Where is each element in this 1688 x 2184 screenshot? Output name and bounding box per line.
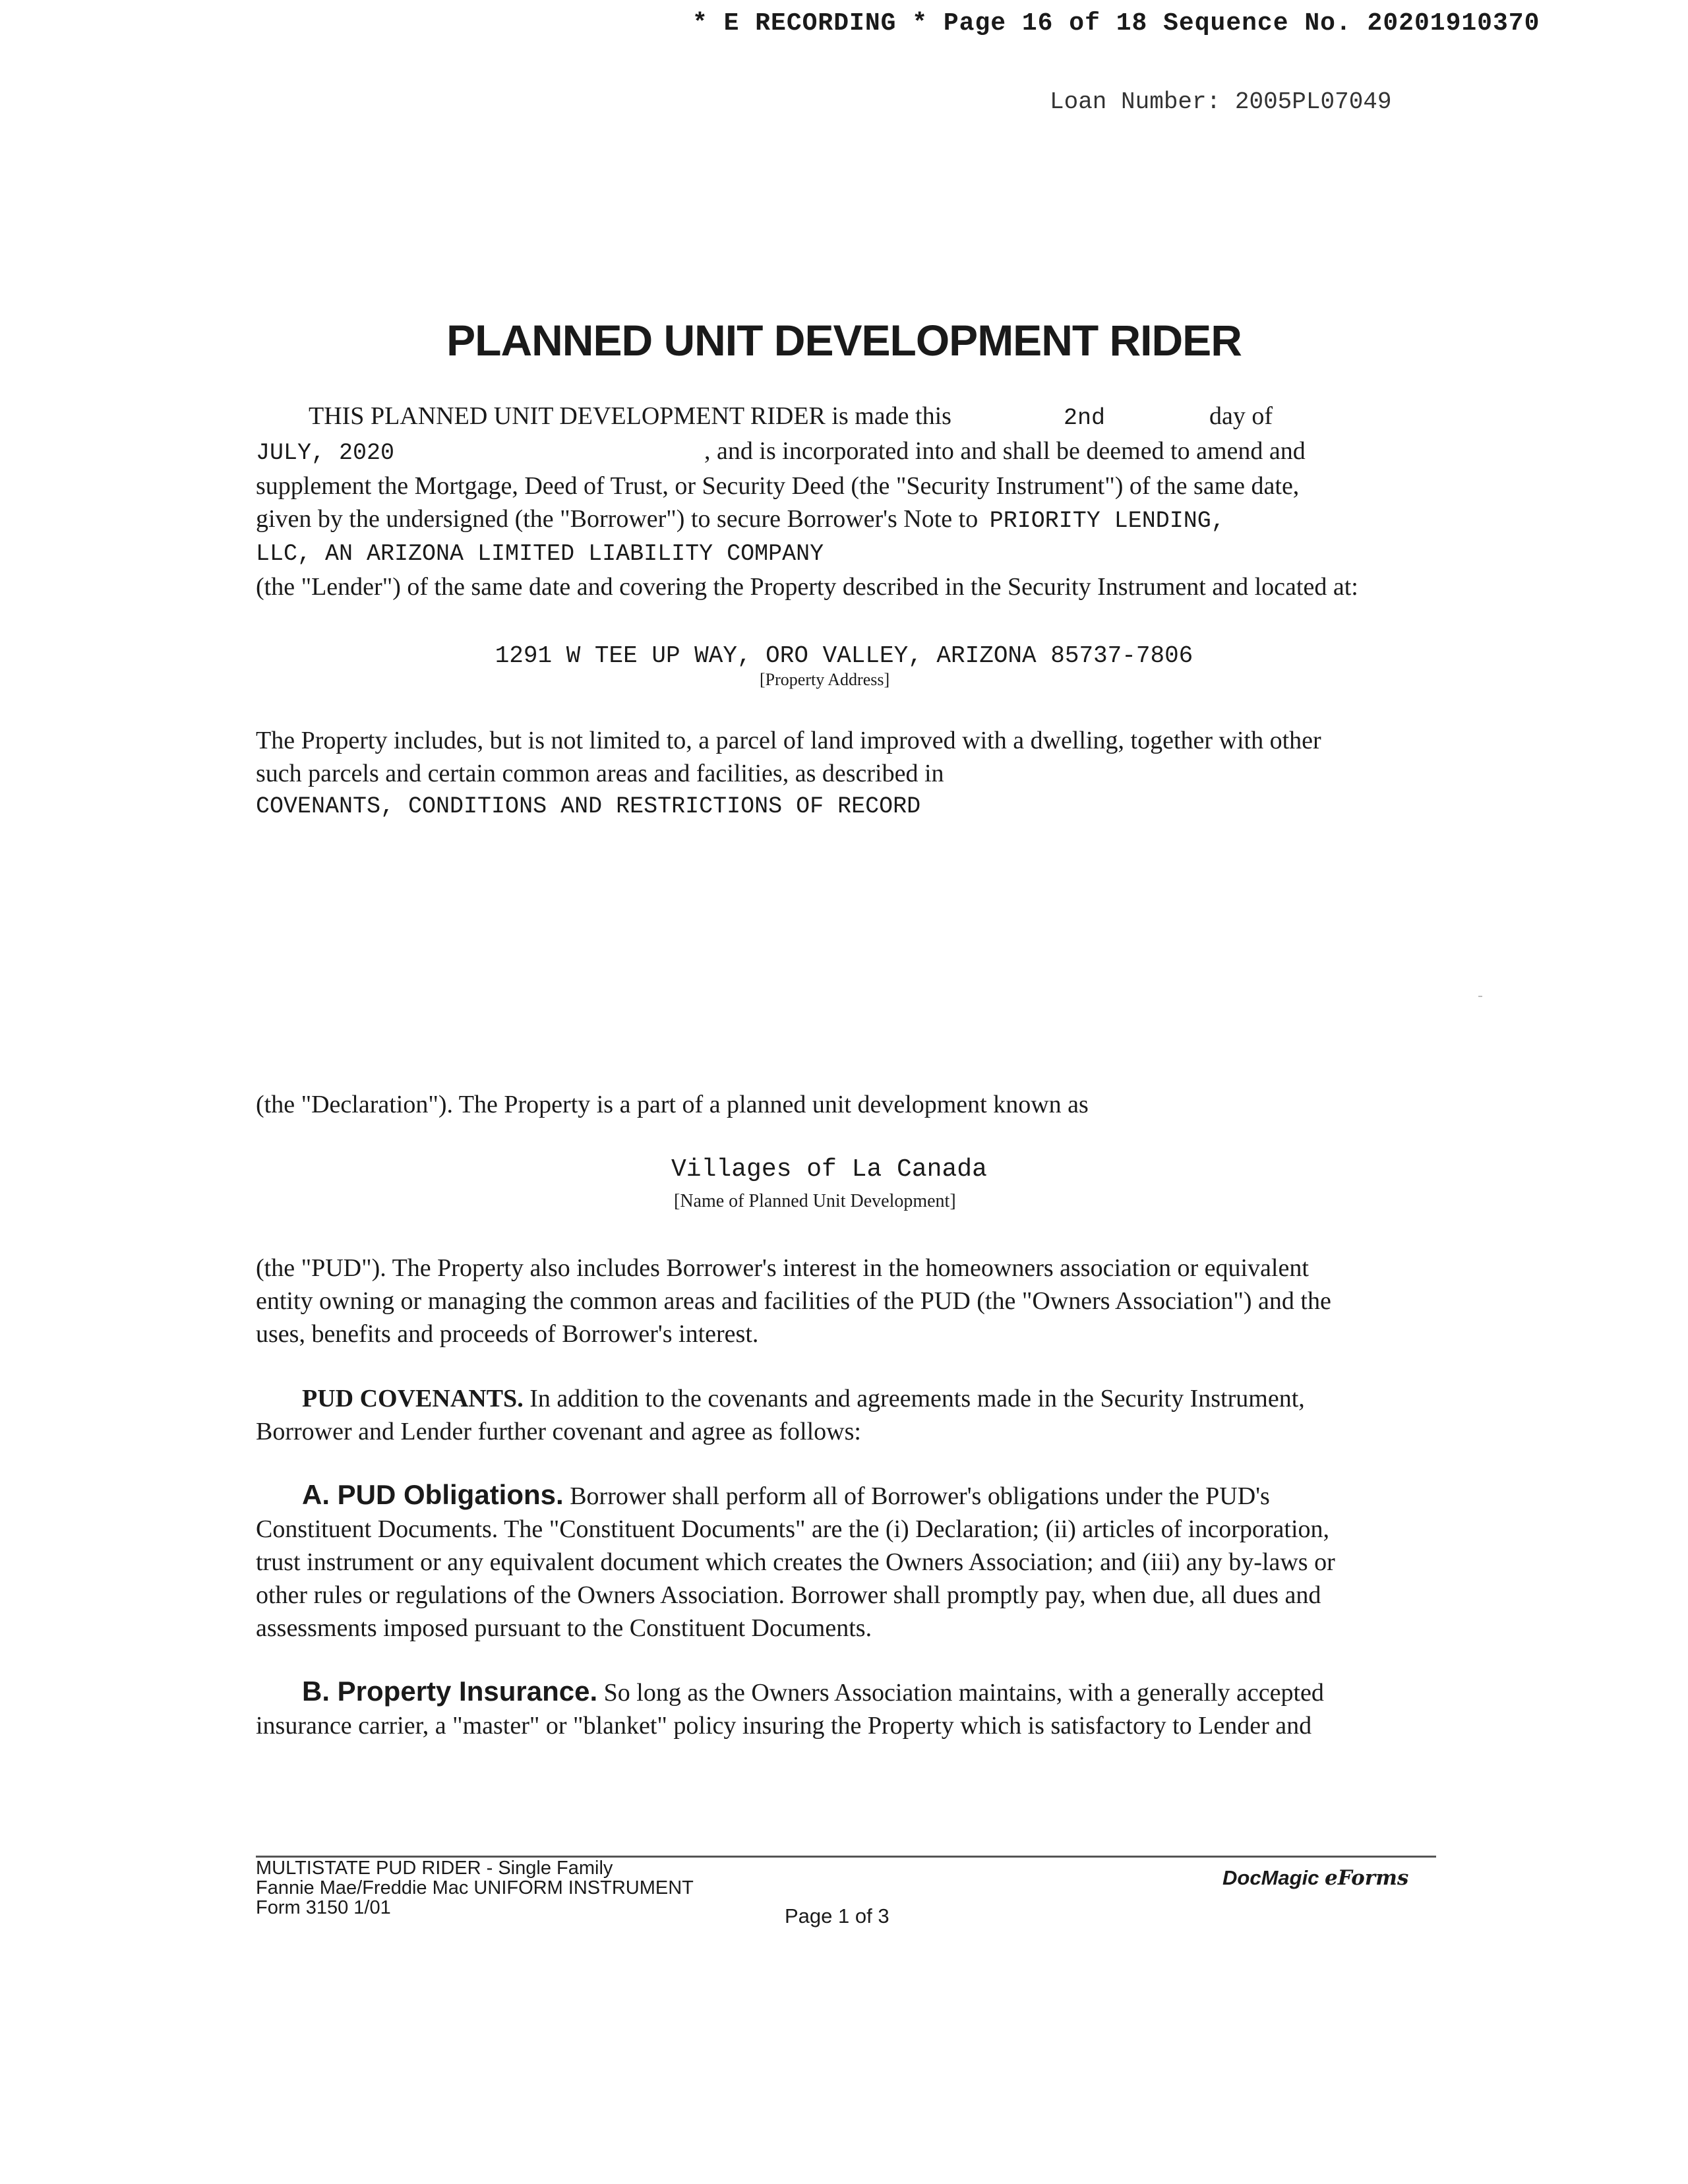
loan-number-label: Loan Number: <box>1050 88 1221 115</box>
pud-line-2: entity owning or managing the common areas and facilities of the PUD (the "Owners Association") and the <box>256 1287 1331 1315</box>
property-desc-line-2: such parcels and certain common areas and facilities, as described in <box>256 760 944 787</box>
document-title: PLANNED UNIT DEVELOPMENT RIDER <box>446 316 1242 365</box>
intro-line-3: supplement the Mortgage, Deed of Trust, or Security Deed (the "Security Instrument") of the same date, <box>256 472 1300 500</box>
declaration-text: (the "Declaration"). The Property is a part of a planned unit development known as <box>256 1091 1089 1118</box>
rider-day: 2nd <box>1063 405 1105 431</box>
property-address-label: [Property Address] <box>760 670 890 689</box>
intro-line-1 <box>256 400 1440 435</box>
section-a-line-3: trust instrument or any equivalent document which creates the Owners Association; and (iii) any by-laws or <box>256 1548 1335 1576</box>
rider-month-year: JULY, 2020 <box>256 440 395 466</box>
section-b-line-1 <box>256 1675 1440 1709</box>
section-b-heading: B. Property Insurance. <box>302 1676 598 1707</box>
docmagic-logo-text: DocMagic <box>1222 1866 1319 1889</box>
section-a-line-5: assessments imposed pursuant to the Constituent Documents. <box>256 1614 872 1642</box>
section-b-property-insurance <box>256 1675 1440 1742</box>
footer-line-1: MULTISTATE PUD RIDER - Single Family <box>256 1858 613 1879</box>
footer-line-2: Fannie Mae/Freddie Mac UNIFORM INSTRUMENT <box>256 1877 694 1898</box>
loan-number-line <box>1050 88 1392 115</box>
section-a-line-1-text: Borrower shall perform all of Borrower's obligations under the PUD's <box>570 1482 1270 1510</box>
section-a-pud-obligations <box>256 1478 1440 1645</box>
declaration-line <box>256 1088 1440 1121</box>
section-b-line-1-text: So long as the Owners Association maintains, with a generally accepted <box>603 1679 1324 1707</box>
pud-paragraph <box>256 1252 1440 1350</box>
covenants-line-2: Borrower and Lender further covenant and agree as follows: <box>256 1418 861 1445</box>
intro-line-2-text: , and is incorporated into and shall be deemed to amend and <box>704 437 1306 465</box>
intro-line-6: (the "Lender") of the same date and covering the Property described in the Security Instrument and located at: <box>256 573 1358 601</box>
footer-form-info <box>256 1858 694 1918</box>
lender-name-part-1: PRIORITY LENDING, <box>989 508 1225 534</box>
intro-line-4 <box>256 502 1440 537</box>
intro-day-of: day of <box>1209 402 1273 430</box>
intro-paragraph <box>256 400 1440 603</box>
intro-text-start: THIS PLANNED UNIT DEVELOPMENT RIDER is made this <box>309 402 951 430</box>
lender-name-part-2: LLC, AN ARIZONA LIMITED LIABILITY COMPANY <box>256 541 824 567</box>
pud-covenants-paragraph <box>256 1382 1440 1448</box>
loan-number-value: 2005PL07049 <box>1234 88 1392 115</box>
intro-line-2 <box>256 435 1440 470</box>
section-a-line-2: Constituent Documents. The "Constituent Documents" are the (i) Declaration; (ii) articles of incorporation, <box>256 1515 1330 1543</box>
pud-line-1: (the "PUD"). The Property also includes Borrower's interest in the homeowners association or equivalent <box>256 1254 1309 1282</box>
declaration-reference: COVENANTS, CONDITIONS AND RESTRICTIONS OF RECORD <box>256 793 921 820</box>
pud-line-3: uses, benefits and proceeds of Borrower's interest. <box>256 1320 759 1348</box>
pud-covenants-heading: PUD COVENANTS. <box>302 1385 524 1412</box>
covenants-line-1 <box>256 1382 1440 1415</box>
eforms-logo-text: eForms <box>1325 1866 1409 1890</box>
footer-line-3: Form 3150 1/01 <box>256 1897 391 1918</box>
section-a-heading: A. PUD Obligations. <box>302 1479 564 1510</box>
section-a-line-1 <box>256 1478 1440 1513</box>
property-desc-line-1: The Property includes, but is not limited to, a parcel of land improved with a dwelling, together with other <box>256 727 1321 754</box>
section-a-line-4: other rules or regulations of the Owners Association. Borrower shall promptly pay, when due, all dues and <box>256 1581 1321 1609</box>
recording-header: * E RECORDING * Page 16 of 18 Sequence No. 20201910370 <box>692 9 1540 38</box>
intro-line-4-text: given by the undersigned (the "Borrower") to secure Borrower's Note to <box>256 505 979 533</box>
section-b-line-2: insurance carrier, a "master" or "blanket" policy insuring the Property which is satisfactory to Lender and <box>256 1712 1312 1740</box>
scan-mark <box>1478 996 1482 997</box>
property-address: 1291 W TEE UP WAY, ORO VALLEY, ARIZONA 85737-7806 <box>495 642 1193 669</box>
pud-name: Villages of La Canada <box>671 1155 987 1184</box>
footer-page-number: Page 1 of 3 <box>785 1904 889 1927</box>
covenants-line-1-text: In addition to the covenants and agreements made in the Security Instrument, <box>529 1385 1305 1412</box>
property-description <box>256 724 1440 823</box>
pud-name-label: [Name of Planned Unit Development] <box>674 1191 956 1211</box>
docmagic-logo <box>1222 1866 1408 1890</box>
